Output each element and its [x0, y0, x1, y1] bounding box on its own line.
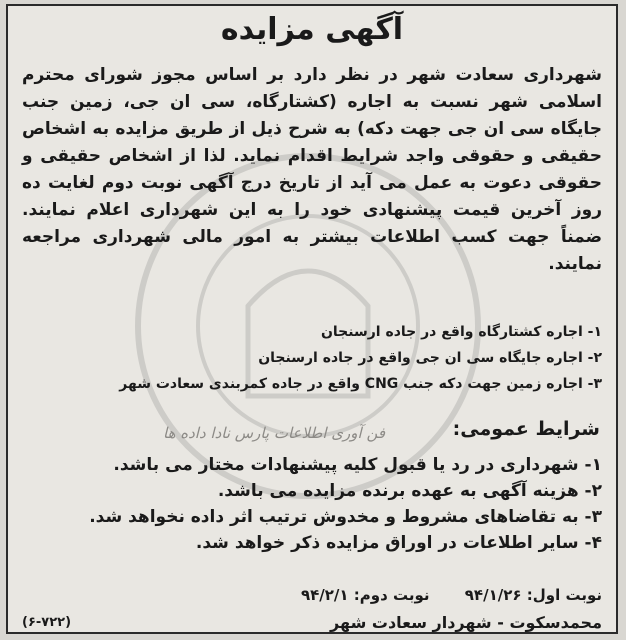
condition-item: ۴- سایر اطلاعات در اوراق مزایده ذکر خواهد شد.: [195, 533, 602, 553]
second-turn-date: نوبت دوم: ۹۴/۲/۱: [300, 586, 430, 604]
auction-item: ۱- اجاره کشتارگاه واقع در جاده ارسنجان: [320, 324, 602, 340]
publication-dates: [22, 586, 602, 604]
condition-item: ۳- به تقاضاهای مشروط و مخدوش ترتیب اثر داده نخواهد شد.: [89, 507, 602, 527]
notice-paper: [6, 4, 618, 634]
signature-line: محمدسکوت - شهردار سعادت شهر: [330, 613, 602, 632]
condition-item: ۱- شهرداری در رد یا قبول کلیه پیشنهادات مختار می باشد.: [113, 455, 602, 475]
auction-item: ۲- اجاره جایگاه سی ان جی واقع در جاده ارسنجان: [258, 350, 602, 366]
auction-items-list: [22, 319, 602, 397]
watermark-text: فن آوری اطلاعات پارس نادا داده ها: [163, 424, 386, 442]
conditions-title: شرایط عمومی:: [452, 418, 600, 440]
notice-body: شهرداری سعادت شهر در نظر دارد بر اساس مجوز شورای محترم اسلامی شهر نسبت به اجاره (کشتارگاه، سی ان جی، زمین جنب جایگاه سی ان جی جهت دکه) به شرح ذیل از طریق مزایده به اشخاص حقیقی و حقوقی واجد شرایط اقدام نماید. لذا از اشخاص حقیقی و حقوقی دعوت به عمل می آید از تاریخ درج آگهی نوبت دوم لغایت ده روز آخرین قیمت پیشنهادی خود را به این شهرداری اعلام نمایند. ضمناً جهت کسب اطلاعات بیشتر به امور مالی شهرداری مراجعه نمایند.: [22, 65, 602, 274]
first-turn-date: نوبت اول: ۹۴/۱/۲۶: [464, 586, 602, 604]
conditions-list: [22, 452, 602, 556]
auction-item: ۳- اجاره زمین جهت دکه جنب CNG واقع در جاده کمربندی سعادت شهر: [119, 376, 602, 392]
condition-item: ۲- هزینه آگهی به عهده برنده مزایده می باشد.: [217, 481, 602, 501]
notice-code: (۶-۷۲۲): [22, 615, 72, 630]
notice-title: آگهی مزایده: [220, 12, 404, 47]
